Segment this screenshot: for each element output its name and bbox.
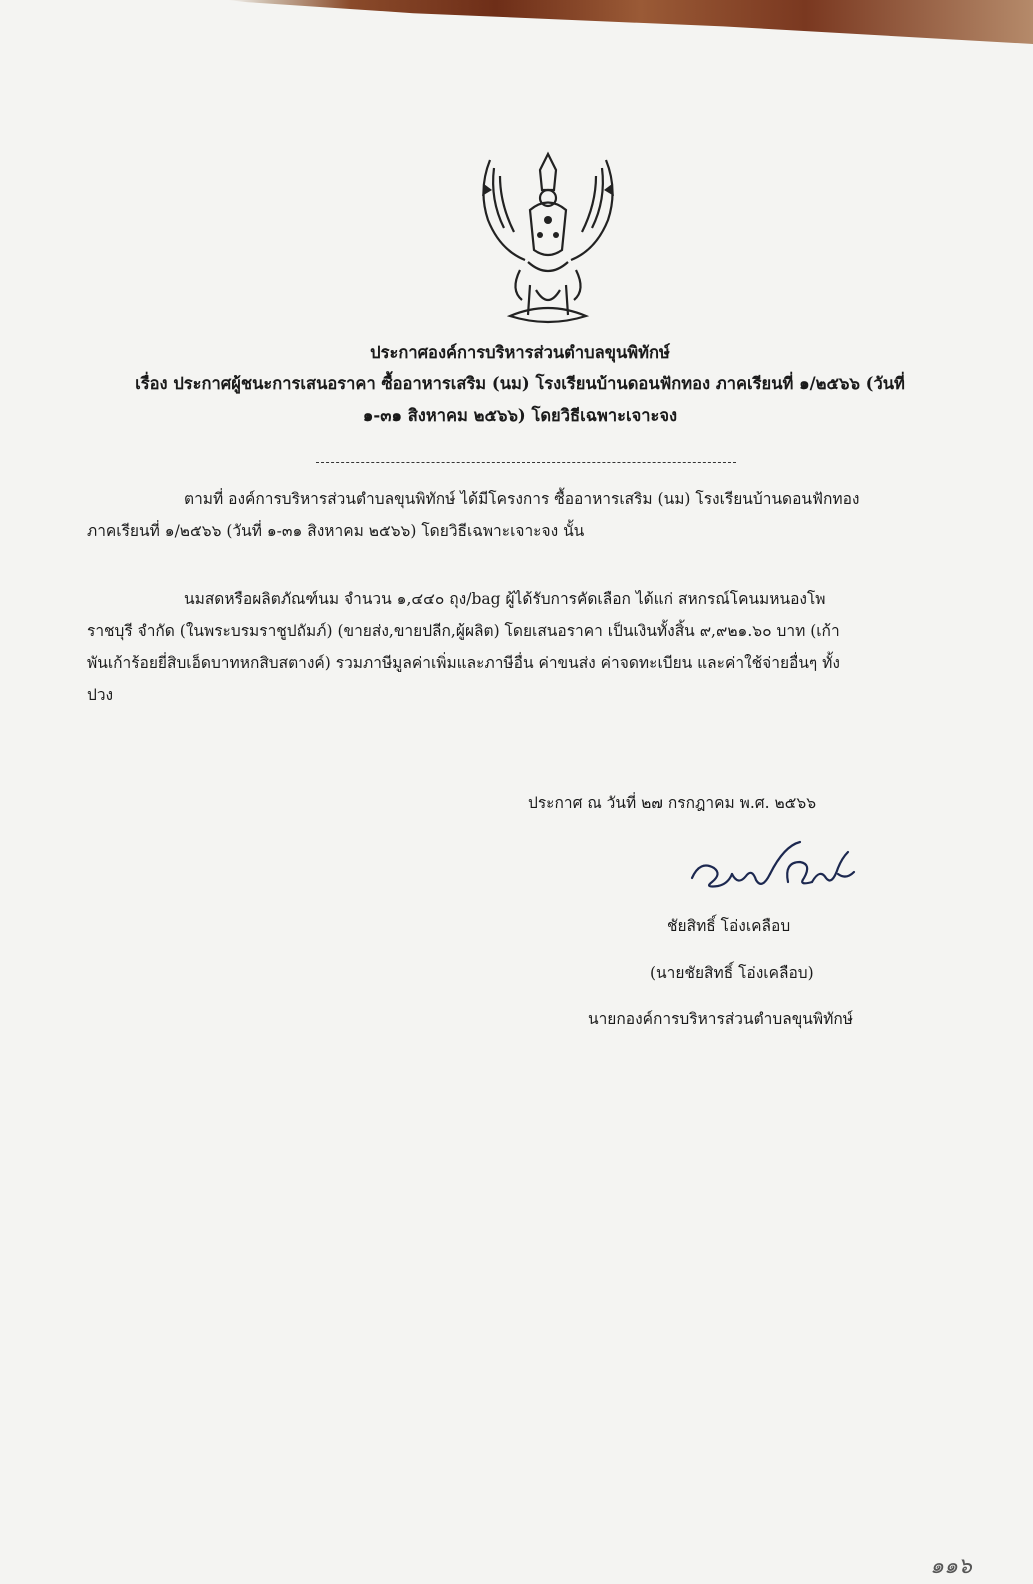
document-title: ประกาศองค์การบริหารส่วนตำบลขุนพิทักษ์ — [370, 343, 670, 362]
paragraph-2-line-3: พันเก้าร้อยยี่สิบเอ็ดบาทหกสิบสตางค์) รวมภาษีมูลค่าเพิ่มและภาษีอื่น ค่าขนส่ง ค่าจดทะเบียน และค่าใช้จ่ายอื่นๆ ทั้ง — [87, 654, 840, 672]
paragraph-2-line-4: ปวง — [87, 686, 114, 704]
paragraph-2-line-1: นมสดหรือผลิตภัณฑ์นม จำนวน ๑,๔๔๐ ถุง/bag ผู้ได้รับการคัดเลือก ได้แก่ สหกรณ์โคนมหนองโพ — [184, 590, 826, 608]
announcement-date: ประกาศ ณ วันที่ ๒๗ กรกฎาคม พ.ศ. ๒๕๖๖ — [528, 794, 817, 812]
signatory-full-name: (นายชัยสิทธิ์ โอ่งเคลือบ) — [650, 964, 814, 982]
signatory-position: นายกองค์การบริหารส่วนตำบลขุนพิทักษ์ — [588, 1010, 853, 1028]
paragraph-1-line-2: ภาคเรียนที่ ๑/๒๕๖๖ (วันที่ ๑-๓๑ สิงหาคม ๒๕๖๖) โดยวิธีเฉพาะเจาะจง นั้น — [87, 522, 585, 540]
handwritten-signature — [688, 838, 860, 900]
signatory-name: ชัยสิทธิ์ โอ่งเคลือบ — [667, 917, 791, 935]
handwritten-page-number: ๑๑๖ — [930, 1554, 972, 1579]
header-divider — [316, 462, 736, 463]
garuda-emblem-icon — [470, 150, 626, 330]
paragraph-1-line-1: ตามที่ องค์การบริหารส่วนตำบลขุนพิทักษ์ ได้มีโครงการ ซื้ออาหารเสริม (นม) โรงเรียนบ้านดอนฟักทอง — [184, 490, 860, 508]
paragraph-2-line-2: ราชบุรี จำกัด (ในพระบรมราชูปถัมภ์) (ขายส่ง,ขายปลีก,ผู้ผลิต) โดยเสนอราคา เป็นเงินทั้งสิ้น ๙,๙๒๑.๖๐ บาท (เก้า — [87, 622, 840, 640]
document-subject-line1: เรื่อง ประกาศผู้ชนะการเสนอราคา ซื้ออาหารเสริม (นม) โรงเรียนบ้านดอนฟักทอง ภาคเรียนที่ ๑/๒๕๖๖ (วันที่ — [135, 374, 905, 393]
document-subject-line2: ๑-๓๑ สิงหาคม ๒๕๖๖) โดยวิธีเฉพาะเจาะจง — [362, 406, 678, 425]
